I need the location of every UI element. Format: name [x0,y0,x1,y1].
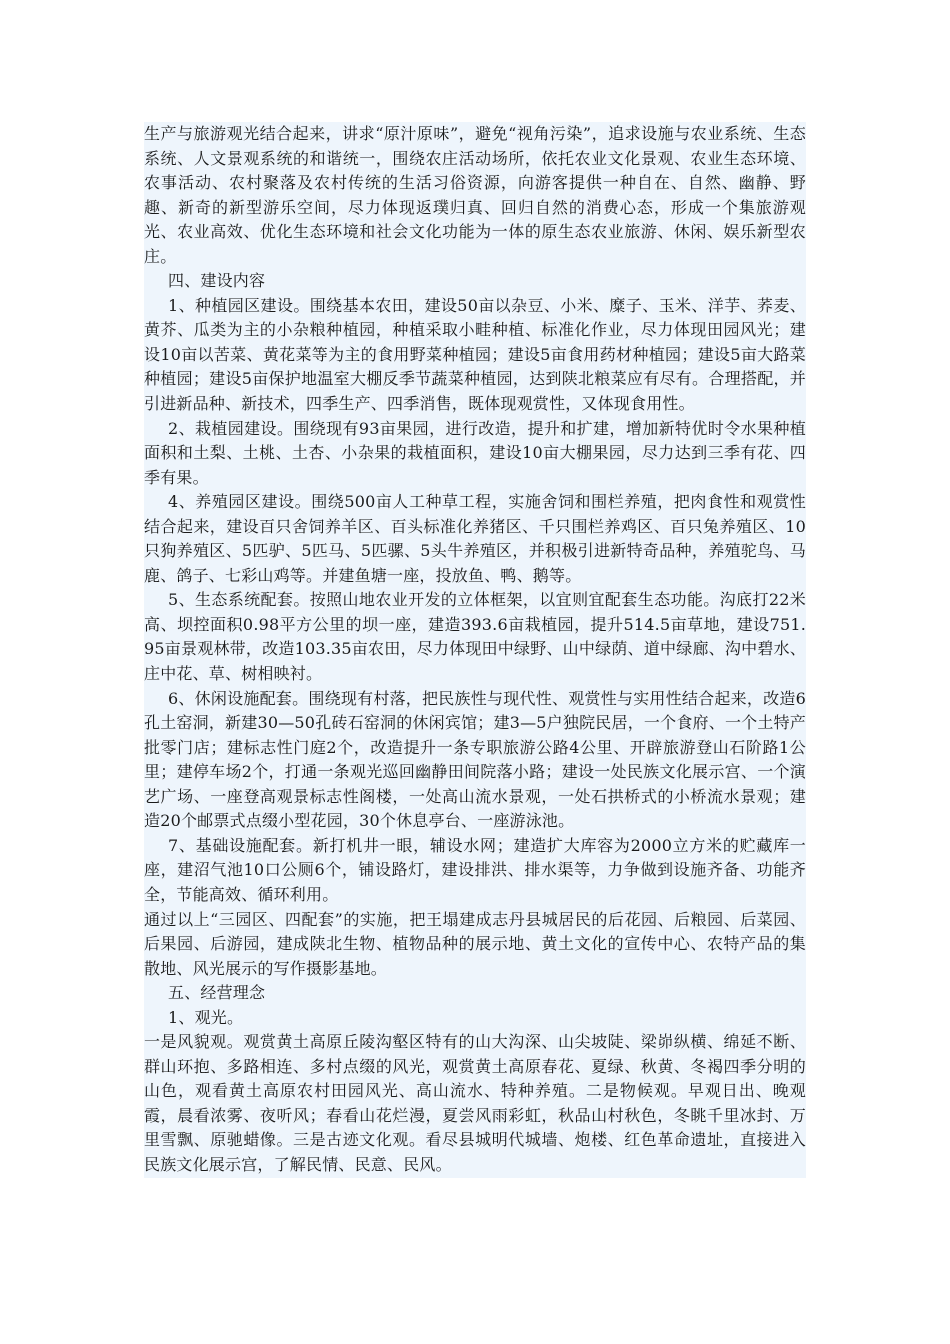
paragraph-infrastructure: 7、基础设施配套。新打机井一眼，辅设水网；建造扩大库容为2000立方米的贮藏库一座，建沼气池10口公厕6个，铺设路灯，建设排洪、排水渠等，力争做到设施齐备、功能齐全，节能高效、循环利用。 [144,835,806,904]
heading-sightseeing: 1、观光。 [168,1007,244,1027]
paragraph-ecosystem: 5、生态系统配套。按照山地农业开发的立体框架，以宜则宜配套生态功能。沟底打22米高、坝控面积0.98平方公里的坝一座，建造393.6亩栽植园，提升514.5亩草地，建设751.95亩景观林带，改造103.35亩农田，尽力体现田中绿野、山中绿荫、道中绿廊、沟中碧水、庄中花、草、树相映衬。 [144,590,806,684]
document-text-block [144,122,806,1178]
paragraph-summary: 通过以上“三园区、四配套”的实施，把王塌建成志丹县城居民的后花园、后粮园、后菜园、后果园、后游园，建成陕北生物、植物品种的展示地、黄土文化的宣传中心、农特产品的集散地、风光展示的写作摄影基地。 [144,909,806,978]
paragraph-breeding-area: 4、养殖园区建设。围绕500亩人工种草工程，实施舍饲和围栏养殖，把肉食性和观赏性结合起来，建设百只舍饲养羊区、百头标准化养猪区、千只围栏养鸡区、百只兔养殖区、10只狗养殖区、5匹驴、5匹马、5匹骡、5头牛养殖区，并积极引进新特奇品种，养殖驼鸟、马鹿、鸽子、七彩山鸡等。并建鱼塘一座，投放鱼、鸭、鹅等。 [144,492,806,585]
paragraph-orchard: 2、栽植园建设。围绕现有93亩果园，进行改造，提升和扩建，增加新特优时令水果种植面积和土梨、土桃、土杏、小杂果的栽植面积，建设10亩大棚果园，尽力达到三季有花、四季有果。 [144,418,806,487]
paragraph-intro: 生产与旅游观光结合起来，讲求“原汁原味”，避免“视角污染”，追求设施与农业系统、生态系统、人文景观系统的和谐统一，围绕农庄活动场所，依托农业文化景观、农业生态环境、农事活动、农村聚落及农村传统的生活习俗资源，向游客提供一种自在、自然、幽静、野趣、新奇的新型游乐空间，尽力体现返璞归真、回归自然的消费心态，形成一个集旅游观光、农业高效、优化生态环境和社会文化功能为一体的原生态农业旅游、休闲、娱乐新型农庄。 [144,124,806,266]
paragraph-planting-area: 1、种植园区建设。围绕基本农田，建设50亩以杂豆、小米、糜子、玉米、洋芋、荞麦、黄芥、瓜类为主的小杂粮种植园，种植采取小畦种植、标准化作业，尽力体现田园风光；建设10亩以苦菜、黄花菜等为主的食用野菜种植园；建设5亩食用药材种植园；建设5亩大路菜种植园；建设5亩保护地温室大棚反季节蔬菜种植园，达到陕北粮菜应有尽有。合理搭配，并引进新品种、新技术，四季生产、四季消售，既体现观赏性，又体现食用性。 [144,295,806,414]
paragraph-leisure-facilities: 6、休闲设施配套。围绕现有村落，把民族性与现代性、观赏性与实用性结合起来，改造6孔土窑洞，新建30—50孔砖石窑洞的休闲宾馆；建3—5户独院民居，一个食府、一个土特产批零门店；建标志性门庭2个，改造提升一条专职旅游公路4公里、开辟旅游登山石阶路1公里；建停车场2个，打通一条观光巡回幽静田间院落小路；建设一处民族文化展示宫、一个演艺广场、一座登高观景标志性阁楼，一处高山流水景观，一处石拱桥式的小桥流水景观；建造20个邮票式点缀小型花园，30个休息亭台、一座游泳池。 [144,688,806,831]
heading-construction-content: 四、建设内容 [168,271,266,291]
heading-business-concept: 五、经营理念 [168,983,266,1003]
paragraph-sightseeing-detail: 一是风貌观。观赏黄土高原丘陵沟壑区特有的山大沟深、山尖坡陡、梁峁纵横、绵延不断、群山环抱、多路相连、多村点缀的风光，观赏黄土高原春花、夏绿、秋黄、冬褐四季分明的山色，观看黄土高原农村田园风光、高山流水、特种养殖。二是物候观。早观日出、晚观霞，晨看浓雾、夜听风；春看山花烂漫，夏尝风雨彩虹，秋品山村秋色，冬眺千里冰封、万里雪飘、原驰蜡像。三是古迹文化观。看尽县城明代城墙、炮楼、红色革命遗址，直接进入民族文化展示宫，了解民情、民意、民风。 [144,1032,806,1174]
